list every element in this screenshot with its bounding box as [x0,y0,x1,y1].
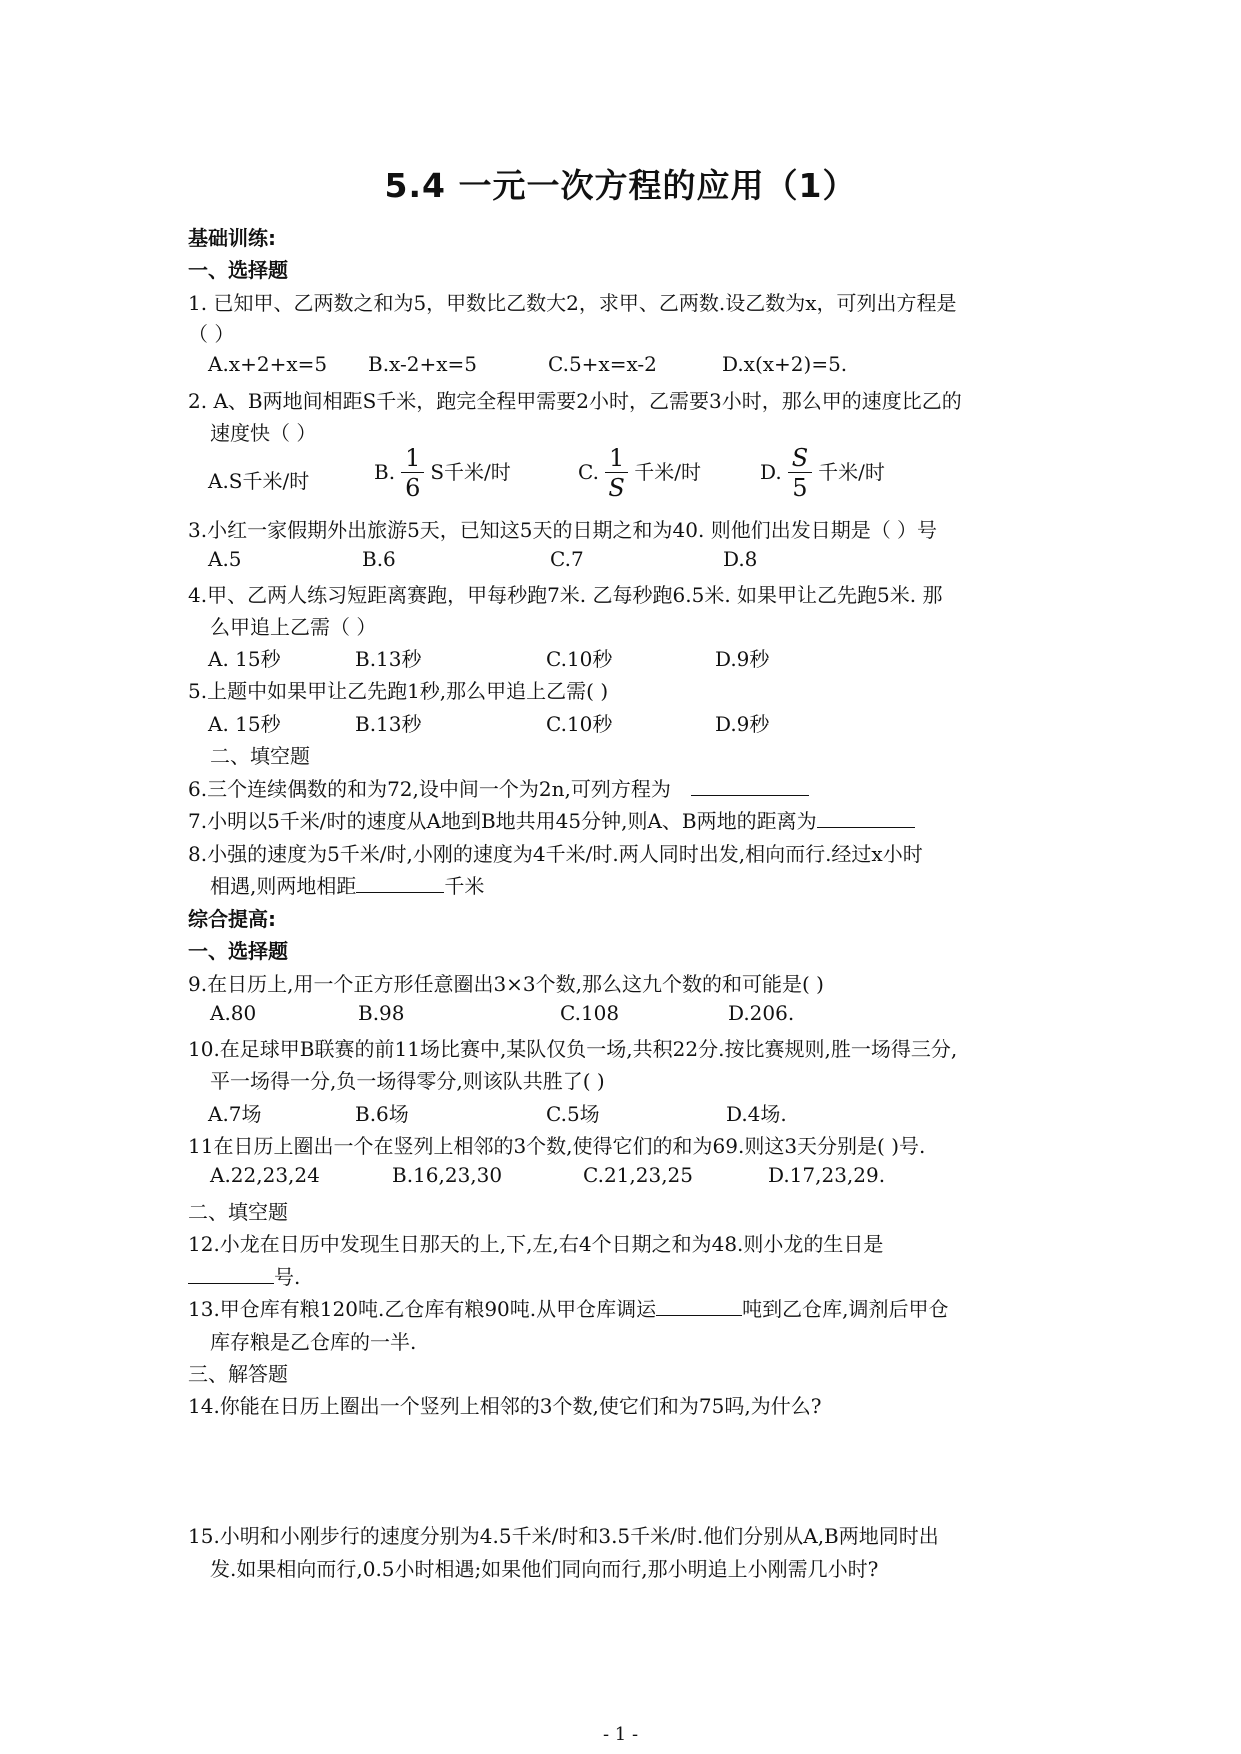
question-5-option-d: D.9秒 [715,712,770,736]
question-2-option-a: A.S千米/时 [208,469,310,493]
page-number: - 1 - [602,1724,639,1745]
question-3-option-b: B.6 [362,547,396,571]
question-7-text: 7.小明以5千米/时的速度从A地到B地共用45分钟,则A、B两地的距离为 [188,805,915,834]
question-10-option-c: C.5场 [546,1102,600,1126]
question-13-text: 13.甲仓库有粮120吨.乙仓库有粮90吨.从甲仓库调运 吨到乙仓库,调剂后甲仓 [188,1297,949,1321]
question-14-text: 14.你能在日历上圈出一个竖列上相邻的3个数,使它们和为75吗,为什么? [188,1394,822,1418]
question-10-text-cont: 平一场得一分,负一场得零分,则该队共胜了( ) [210,1069,605,1093]
question-9-option-a: A.80 [210,1001,257,1025]
page-title: 5.4 一元一次方程的应用（1） [384,166,857,205]
question-1-text: 1. 已知甲、乙两数之和为5，甲数比乙数大2，求甲、乙两数.设乙数为x，可列出方程是 [188,291,957,315]
question-8-text: 8.小强的速度为5千米/时,小刚的速度为4千米/时.两人同时出发,相向而行.经过x小时 [188,842,923,866]
question-1-paren: （ ） [188,322,235,346]
answer-blank[interactable] [188,1263,274,1284]
question-9-text: 9.在日历上,用一个正方形任意圈出3×3个数,那么这九个数的和可能是( ) [188,972,824,996]
question-5-option-c: C.10秒 [546,712,613,736]
answer-blank[interactable] [356,872,444,893]
section-choice-1: 一、选择题 [188,258,288,282]
section-fill-1: 二、填空题 [210,744,310,768]
question-4-text: 4.甲、乙两人练习短距离赛跑，甲每秒跑7米. 乙每秒跑6.5米. 如果甲让乙先跑5米. 那 [188,583,943,607]
question-3-option-a: A.5 [208,547,242,571]
answer-blank[interactable] [691,775,809,796]
answer-blank[interactable] [817,807,915,828]
question-11-option-c: C.21,23,25 [583,1163,694,1187]
question-11-option-a: A.22,23,24 [210,1163,320,1187]
question-6-text: 6.三个连续偶数的和为72,设中间一个为2n,可列方程为 [188,773,809,802]
question-3-text: 3.小红一家假期外出旅游5天，已知这5天的日期之和为40. 则他们出发日期是（ ）号 [188,518,938,542]
fraction-one-sixth: $\frac{1}{6}$ [401,444,424,503]
question-3-option-d: D.8 [723,547,758,571]
question-2-text-cont: 速度快（ ） [210,421,317,445]
question-2-option-c: C. $\frac{1}{S}$ 千米/时 [578,444,701,502]
question-4-text-cont: 么甲追上乙需（ ） [210,615,377,639]
question-11-option-d: D.17,23,29. [768,1163,886,1187]
question-11-option-b: B.16,23,30 [392,1163,503,1187]
question-15-text: 15.小明和小刚步行的速度分别为4.5千米/时和3.5千米/时.他们分别从A,B两地同时出 [188,1524,939,1548]
question-8-text-cont: 相遇,则两地相距 千米 [210,874,485,898]
section-basic-training: 基础训练: [188,226,276,250]
question-4-option-a: A. 15秒 [208,647,281,671]
question-2-text: 2. A、B两地间相距S千米，跑完全程甲需要2小时，乙需要3小时，那么甲的速度比乙的 [188,389,962,413]
option-b-label: B. [374,460,396,484]
question-11-text: 11在日历上圈出一个在竖列上相邻的3个数,使得它们的和为69.则这3天分别是( )号. [188,1134,926,1158]
question-1-option-a: A.x+2+x=5 [208,352,328,376]
section-advanced: 综合提高: [188,907,276,931]
question-5-option-b: B.13秒 [355,712,422,736]
question-13-text-cont: 库存粮是乙仓库的一半. [210,1330,417,1354]
question-4-option-d: D.9秒 [715,647,770,671]
fraction-s-over-five: $\frac{S}{5}$ [788,444,812,503]
question-9-option-c: C.108 [560,1001,620,1025]
question-10-text: 10.在足球甲B联赛的前11场比赛中,某队仅负一场,共积22分.按比赛规则,胜一场得三分, [188,1037,958,1061]
question-12-text: 12.小龙在日历中发现生日那天的上,下,左,右4个日期之和为48.则小龙的生日是 [188,1232,884,1256]
question-10-option-a: A.7场 [208,1102,262,1126]
section-fill-2: 二、填空题 [188,1200,288,1224]
question-15-text-cont: 发.如果相向而行,0.5小时相遇;如果他们同向而行,那小明追上小刚需几小时? [210,1557,879,1581]
question-1-option-c: C.5+x=x-2 [548,352,657,376]
question-10-option-b: B.6场 [355,1102,409,1126]
option-d-label: D. [760,460,782,484]
question-4-option-b: B.13秒 [355,647,422,671]
question-9-option-d: D.206. [728,1001,795,1025]
question-5-text: 5.上题中如果甲让乙先跑1秒,那么甲追上乙需( ) [188,679,609,703]
fraction-one-over-s: $\frac{1}{S}$ [605,444,628,503]
question-1-option-d: D.x(x+2)=5. [722,352,848,376]
question-9-option-b: B.98 [358,1001,405,1025]
question-2-option-b: B. $\frac{1}{6}$ S千米/时 [374,444,511,502]
section-answer: 三、解答题 [188,1362,288,1386]
question-10-option-d: D.4场. [726,1102,787,1126]
option-c-label: C. [578,460,599,484]
question-5-option-a: A. 15秒 [208,712,281,736]
question-2-option-d: D. $\frac{S}{5}$ 千米/时 [760,444,885,502]
question-4-option-c: C.10秒 [546,647,613,671]
answer-blank[interactable] [656,1295,742,1316]
question-1-option-b: B.x-2+x=5 [368,352,477,376]
question-3-option-c: C.7 [550,547,584,571]
section-choice-2: 一、选择题 [188,939,288,963]
question-12-text-cont: 号. [188,1261,300,1290]
